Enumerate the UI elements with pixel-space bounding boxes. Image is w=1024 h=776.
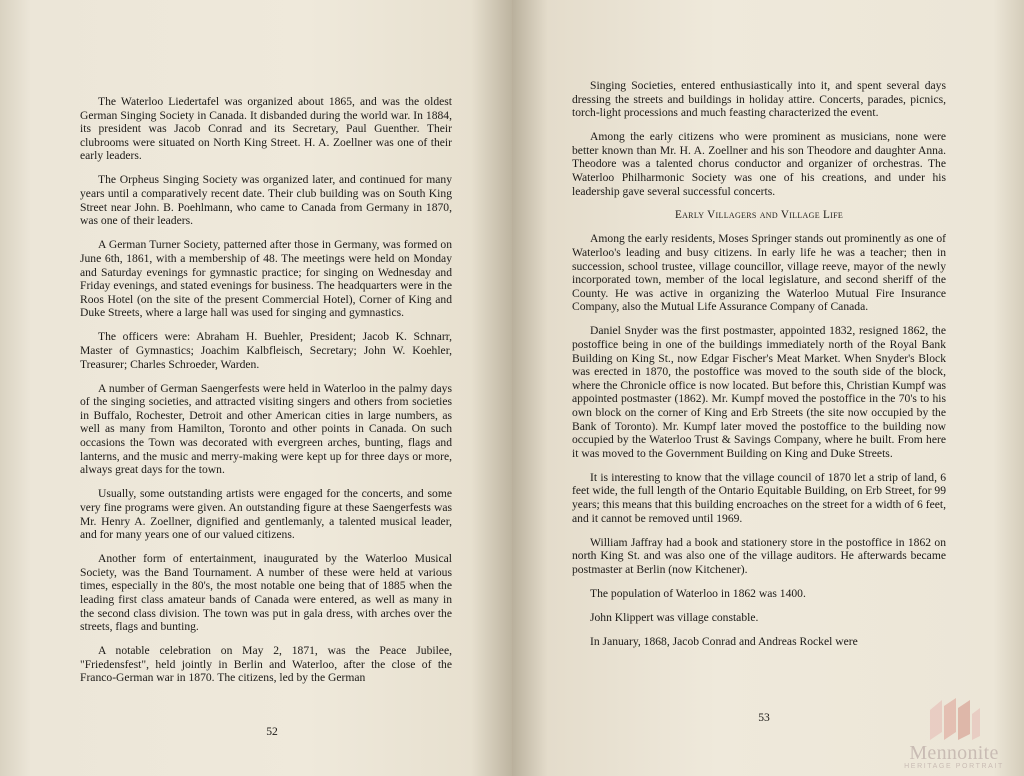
paragraph: Among the early citizens who were prominent as musicians, none were better known than Mr. H. A. Zoellner and his son Theodore and daughter Anna. Theodore was a talented chorus conductor and organizer of orchestras. The Waterloo Philharmonic Society was one of his creations, and under his leadership gave several successful concerts. <box>572 130 946 198</box>
paragraph: It is interesting to know that the village council of 1870 let a strip of land, 6 feet wide, the full length of the Ontario Equitable Building, on Erb Street, for 99 years; this means that this building encroaches on the street for a width of 6 feet, and it cannot be removed until 1969. <box>572 470 946 525</box>
left-page-text <box>80 95 452 696</box>
watermark-subtitle: HERITAGE PORTRAIT <box>904 763 1004 770</box>
paragraph: The Waterloo Liedertafel was organized about 1865, and was the oldest German Singing Society in Canada. It disbanded during the world war. In 1884, its president was Jacob Conrad and its Secretary, Paul Guenther. Their clubrooms were situated on North King Street. H. A. Zoellner was one of their early leaders. <box>80 95 452 163</box>
paragraph: In January, 1868, Jacob Conrad and Andreas Rockel were <box>590 635 858 649</box>
watermark-name: Mennonite <box>909 742 999 764</box>
page-number-right: 53 <box>758 711 770 724</box>
right-page <box>512 0 1024 776</box>
paragraph: Usually, some outstanding artists were engaged for the concerts, and some very fine programs were given. An outstanding figure at these Saengerfests was Mr. Henry A. Zoellner, dignified and gentlemanly, a talented musical leader, and for many years one of our valued citizens. <box>80 487 452 542</box>
paragraph: Daniel Snyder was the first postmaster, appointed 1832, resigned 1862, the postoffice being in one of the buildings immediately north of the Royal Bank Building on King St., now Edgar Fischer's Meat Market. When Snyder's Block was erected in 1870, the postoffice was moved to the south side of the block, where the Chronicle office is now located. But before this, Christian Kumpf was appointed postmaster (1862). Mr. Kumpf moved the postoffice in the 70's to his own block on the corner of King and Erb Streets (the site now occupied by the Bank of Toronto). Mr. Kumpf later moved the postoffice to the building now occupied by the Waterloo Trust & Savings Company, where he built. From here it was moved to the Government Building on King and Duke Streets. <box>572 324 946 460</box>
paragraph: A German Turner Society, patterned after those in Germany, was formed on June 6th, 1861, with a membership of 48. The meetings were held on Monday and Saturday evenings for gymnastic practice; for singing on Wednesday and Friday evenings, and stated evenings for business. The headquarters were in the Roos Hotel (on the site of the present Commercial Hotel), Corner of King and Duke Streets, where a large hall was used for singing and gymnastics. <box>80 238 452 320</box>
paragraph: William Jaffray had a book and stationery store in the postoffice in 1862 on north King St. and was also one of the village auditors. He afterwards became postmaster at Berlin (now Kitchener). <box>572 535 946 576</box>
mennonite-logo-icon <box>926 696 982 742</box>
page-number-left: 52 <box>266 725 278 738</box>
paragraph: Singing Societies, entered enthusiastically into it, and spent several days dressing the streets and buildings in holiday attire. Concerts, parades, picnics, torch-light processions and much feasting characterized the event. <box>572 79 946 120</box>
paragraph: The officers were: Abraham H. Buehler, President; Jacob K. Schnarr, Master of Gymnastics; Joachim Kalbfleisch, Secretary; John W. Koehler, Treasurer; Charles Schroeder, Warden. <box>80 330 452 371</box>
paragraph: A notable celebration on May 2, 1871, was the Peace Jubilee, "Friedensfest", held jointly in Berlin and Waterloo, after the close of the Franco-German war in 1870. The citizens, led by the German <box>80 644 452 685</box>
watermark <box>892 696 1016 770</box>
paragraph: The population of Waterloo in 1862 was 1400. <box>590 587 806 600</box>
section-heading: Early Villagers and Village Life <box>674 208 844 221</box>
paragraph: The Orpheus Singing Society was organized later, and continued for many years until a comparatively recent date. Their club building was on South King Street near John. B. Poehlmann, who came to Canada from Germany in 1870, was one of their leaders. <box>80 173 452 228</box>
paragraph: Another form of entertainment, inaugurated by the Waterloo Musical Society, was the Band Tournament. A number of these were held at various times, especially in the 80's, the most notable one being that of 1885 when the leading first class amateur bands of Canada were entered, as well as many in the second class division. The town was put in gala dress, with arches over the streets, flags and bunting. <box>80 552 452 634</box>
paragraph: Among the early residents, Moses Springer stands out prominently as one of Waterloo's leading and busy citizens. In early life he was a teacher; then in succession, school trustee, village councillor, village reeve, mayor of the newly incorporated town, member of the local legislature, and second sheriff of the County. He was active in organizing the Waterloo Mutual Fire Insurance Company, also the Mutual Life Assurance Company of Canada. <box>572 232 946 314</box>
paragraph: John Klippert was village constable. <box>590 611 759 625</box>
right-page-text <box>572 79 946 659</box>
paragraph: A number of German Saengerfests were held in Waterloo in the palmy days of the singing societies, and attracted visiting singers and others from societies in Buffalo, Rochester, Detroit and other American cities in large numbers, as well as many from Hamilton, Toronto and other points in Canada. On such occasions the Town was decorated with evergreen arches, bunting, flags and lanterns, and the music and merry-making were kept up for three days or more, always great days for the town. <box>80 381 452 477</box>
